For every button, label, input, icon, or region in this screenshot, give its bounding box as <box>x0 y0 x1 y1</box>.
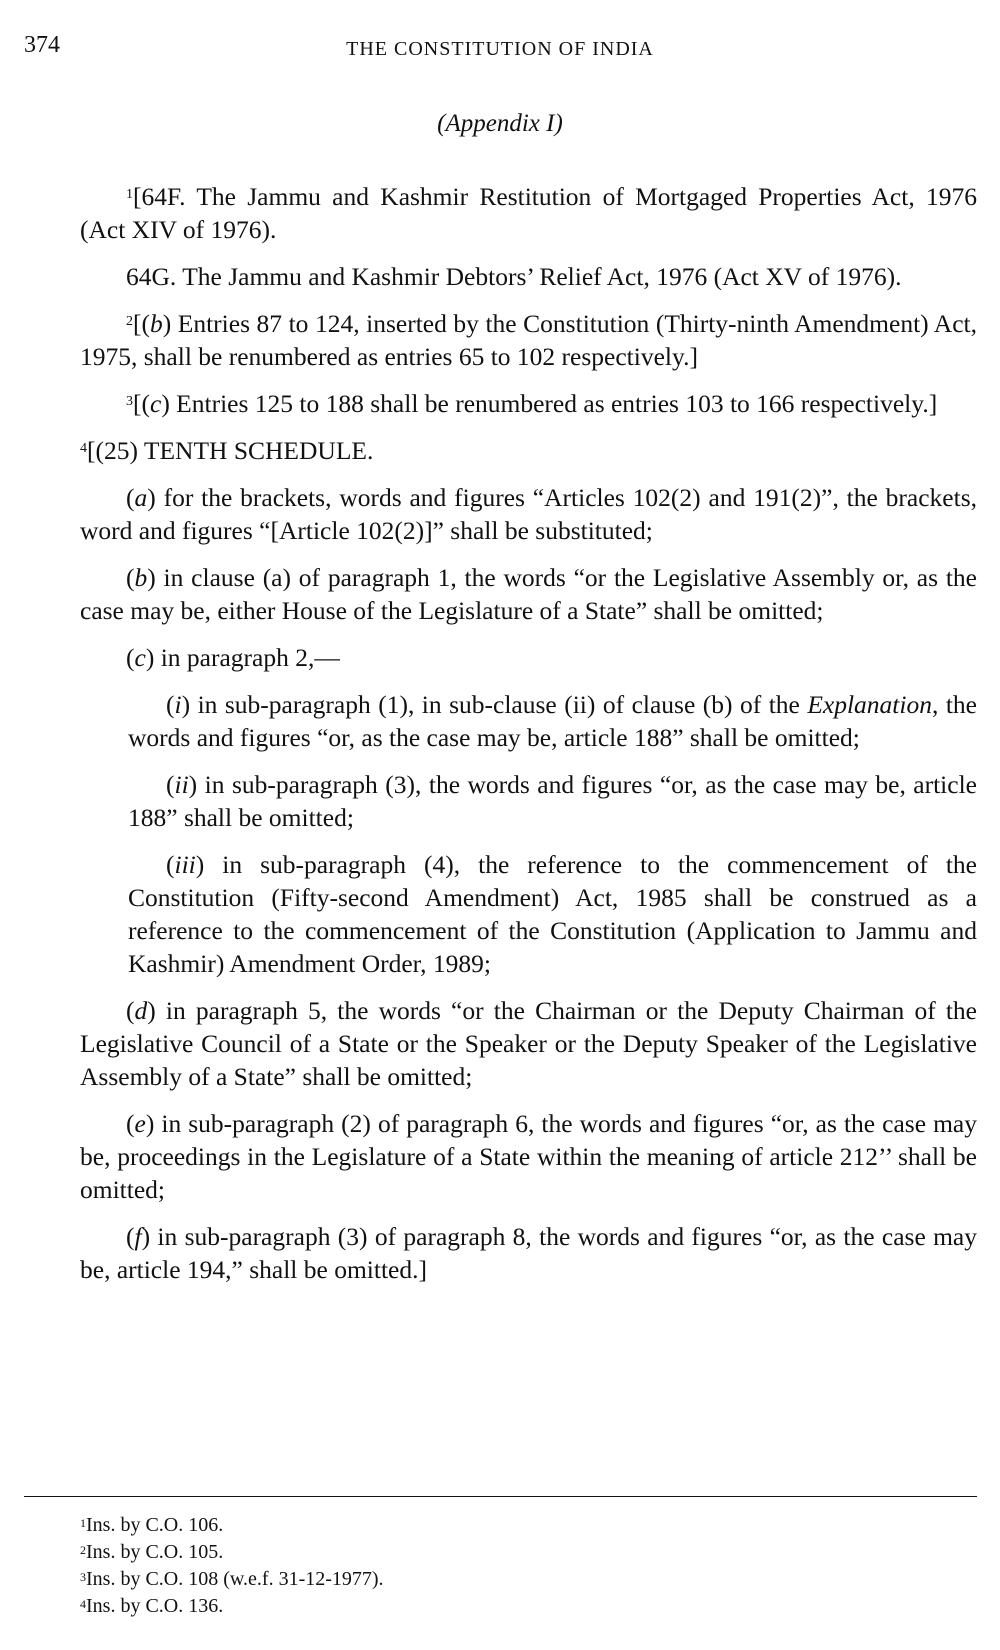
entry-64g <box>80 260 977 293</box>
clause-label: b <box>134 563 148 592</box>
page-number: 374 <box>24 32 60 58</box>
sub-clause-e <box>80 1107 977 1206</box>
paragraph-text: ) in sub-paragraph (3) of paragraph 8, the words and figures “or, as the case may be, article 194,” shall be omitted.] <box>80 1222 977 1284</box>
footnote <box>80 1566 384 1593</box>
footnote <box>80 1593 384 1620</box>
explanation-emphasis: Explanation <box>807 690 932 719</box>
footnote-number: 4 <box>80 1597 86 1611</box>
sub-clause-f <box>80 1220 977 1286</box>
tenth-schedule-heading <box>80 434 977 467</box>
clause-label: a <box>134 483 148 512</box>
sub-clause-d <box>80 994 977 1093</box>
paragraph-text: ) in clause (a) of paragraph 1, the words “or the Legislative Assembly or, as the case may be, either House of the Legislature of a State” shall be omitted; <box>80 563 977 625</box>
footnotes <box>80 1512 384 1620</box>
footnote-ref: 1 <box>126 187 133 202</box>
paragraph-text: ) in sub-paragraph (4), the reference to the commencement of the Constitution (Fifty-second Amendment) Act, 1985 shall be construed as a reference to the commencement of the Constitution (Application to Jammu and Kashmir) Amendment Order, 1989; <box>128 850 977 978</box>
clause-open: ( <box>126 643 135 672</box>
clause-open: ( <box>126 483 135 512</box>
sub-clause-b <box>80 561 977 627</box>
clause-label: e <box>134 1109 146 1138</box>
clause-open: ( <box>166 690 175 719</box>
clause-c-renumber <box>80 387 977 420</box>
footnote-ref: 4 <box>80 441 87 456</box>
paragraph-text: ) in sub-paragraph (3), the words and figures “or, as the case may be, article 188” shall be omitted; <box>128 770 977 832</box>
footnote-text: Ins. by C.O. 108 (w.e.f. 31-12-1977). <box>86 1568 384 1590</box>
footnote-text: Ins. by C.O. 105. <box>86 1541 224 1563</box>
item-ii <box>128 768 977 834</box>
clause-open: [( <box>133 389 150 418</box>
paragraph-text: ) in paragraph 2,— <box>145 643 340 672</box>
clause-open: ( <box>166 770 175 799</box>
paragraph-text: ) for the brackets, words and figures “Articles 102(2) and 191(2)”, the brackets, word and figures “[Article 102(2)]” shall be substituted; <box>80 483 977 545</box>
paragraph-text: ) Entries 125 to 188 shall be renumbered as entries 103 to 166 respectively.] <box>161 389 938 418</box>
appendix-subtitle: (Appendix I) <box>437 110 563 137</box>
clause-label: b <box>149 309 163 338</box>
running-title: THE CONSTITUTION OF INDIA <box>346 38 654 60</box>
paragraph-text: , the words and figures “or, as the case may be, article 188” shall be omitted; <box>128 690 977 752</box>
footnote-number: 3 <box>80 1570 86 1584</box>
footnote-text: Ins. by C.O. 136. <box>86 1595 224 1617</box>
clause-open: ( <box>126 1222 135 1251</box>
clause-label: iii <box>174 850 196 879</box>
clause-open: [( <box>133 309 150 338</box>
paragraph-text: ) in sub-paragraph (2) of paragraph 6, the words and figures “or, as the case may be, proceedings in the Legislature of a State within the meaning of article 212’’ shall be omitted; <box>80 1109 977 1204</box>
footnote-text: Ins. by C.O. 106. <box>86 1514 224 1536</box>
footnote-ref: 3 <box>126 394 133 409</box>
item-i <box>128 688 977 754</box>
clause-open: ( <box>126 563 135 592</box>
clause-label: ii <box>174 770 189 799</box>
clause-label: c <box>149 389 162 418</box>
clause-label: d <box>134 996 148 1025</box>
clause-label: c <box>134 643 146 672</box>
clause-b-renumber <box>80 307 977 373</box>
footnote-divider <box>24 1496 977 1497</box>
body-text <box>80 180 977 1300</box>
paragraph-text: ) Entries 87 to 124, inserted by the Constitution (Thirty-ninth Amendment) Act, 1975, shall be renumbered as entries 65 to 102 respectively.] <box>80 309 977 371</box>
clause-label: i <box>174 690 182 719</box>
entry-64f <box>80 180 977 246</box>
paragraph-text: 64G. The Jammu and Kashmir Debtors’ Relief Act, 1976 (Act XV of 1976). <box>126 262 902 291</box>
sub-clause-a <box>80 481 977 547</box>
paragraph-text: ) in paragraph 5, the words “or the Chairman or the Deputy Chairman of the Legislative Council of a State or the Speaker or the Deputy Speaker of the Legislative Assembly of a State” shall be omitted; <box>80 996 977 1091</box>
footnote <box>80 1539 384 1566</box>
footnote-ref: 2 <box>126 314 133 329</box>
paragraph-text: [(25) TENTH SCHEDULE. <box>87 436 374 465</box>
paragraph-text: ) in sub-paragraph (1), in sub-clause (ii) of clause (b) of the <box>181 690 808 719</box>
paragraph-text: [64F. The Jammu and Kashmir Restitution of Mortgaged Properties Act, 1976 (Act XIV of 1976). <box>80 182 977 244</box>
clause-open: ( <box>126 1109 135 1138</box>
item-iii <box>128 848 977 980</box>
clause-label: f <box>134 1222 142 1251</box>
clause-open: ( <box>126 996 135 1025</box>
clause-open: ( <box>166 850 175 879</box>
footnote <box>80 1512 384 1539</box>
footnote-number: 1 <box>80 1516 86 1530</box>
footnote-number: 2 <box>80 1543 86 1557</box>
sub-clause-c <box>80 641 977 674</box>
